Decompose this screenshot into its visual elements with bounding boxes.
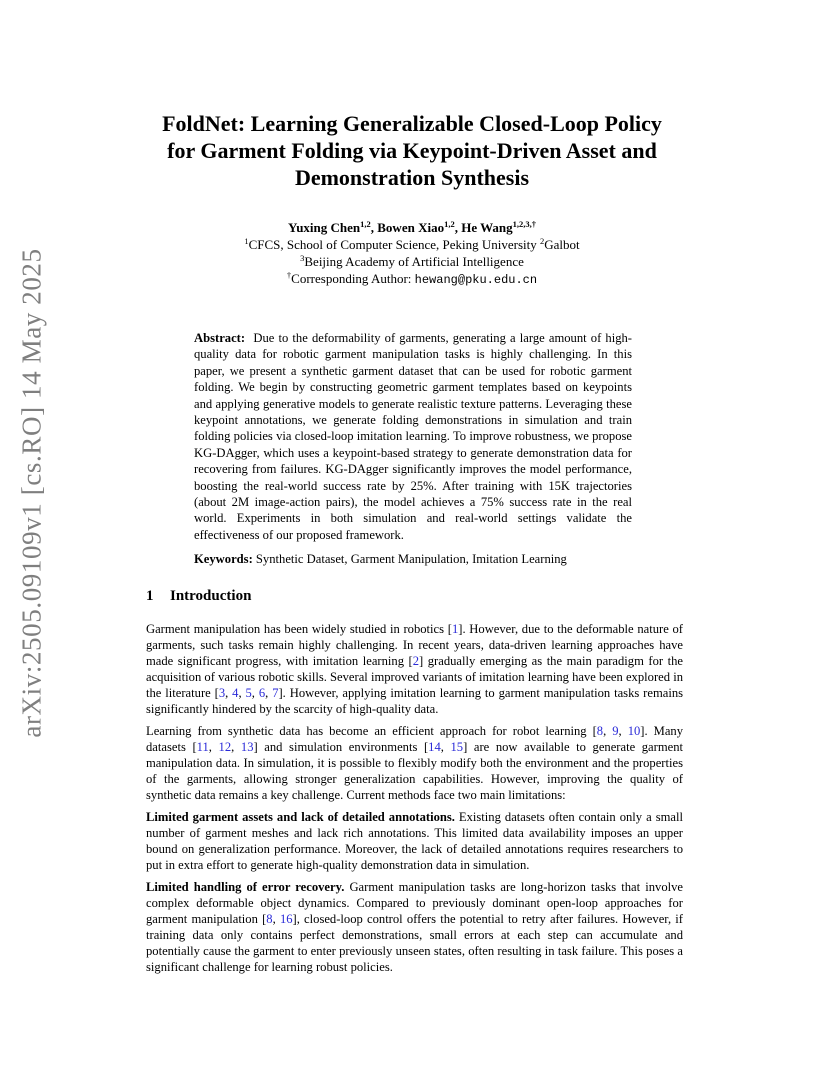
arxiv-identifier: arXiv:2505.09109v1 [cs.RO] 14 May 2025 [16,248,47,738]
citation-link[interactable]: 4 [232,686,239,700]
author-names: Yuxing Chen$^{1,2}$, Bowen Xiao$^{1,2}$, He Wang$^{1,2,3,\dagger}$ [288,219,536,235]
citation-link[interactable]: 16 [279,912,293,926]
affiliation-line [110,253,714,270]
citation-link[interactable]: 8 [596,724,604,738]
text-run: ] gradually emerging as the main paradigm for the acquisition of various robotic skills. Several improved variants of imitation learning have been explored in the literature [ [146,654,683,700]
citation-link[interactable]: 2 [412,654,420,668]
corresponding-label: Corresponding Author: [291,271,415,286]
affiliation: Beijing Academy of Artificial Intelligence [304,254,524,269]
text-run: ] and simulation environments [ [253,740,429,754]
arxiv-sidebar [14,248,50,738]
keywords [194,551,634,567]
citation-link[interactable]: 1 [451,622,459,636]
citation-link[interactable]: 10 [627,724,641,738]
paragraph: Garment manipulation has been widely studied in robotics [1]. However, due to the deformable nature of garments, such tasks remain highly challenging. In recent years, data-driven learning approaches have made significant progress, with imitation learning [2] gradually emerging as the main paradigm for the acquisition of various robotic skills. Several improved variants of imitation learning have been explored in the literature [3, 4, 5, 6, 7]. However, applying imitation learning to garment manipulation tasks remains significantly hindered by the scarcity of high-quality data. [146,622,684,716]
text-run: Garment manipulation has been widely studied in robotics [ [146,622,452,636]
affiliation-marker: 3 [300,253,305,263]
citation-link[interactable]: 15 [450,740,464,754]
text-run: ], closed-loop control offers the potential to retry after failures. However, if training data only contains perfect demonstrations, small errors at each step can accumulate and potentially cause the garment to enter previously unseen states, often resulting in task failure. This poses a significant challenge for learning robust policies. [146,912,683,974]
paragraph: Limited handling of error recovery. Garment manipulation tasks are long-horizon tasks that involve complex deformable object dynamics. Compared to previously dominant open-loop approaches for garment manipulation [8, 16], closed-loop control offers the potential to retry after failures. However, if training data only contains perfect demonstrations, small errors at each step can accumulate and potentially cause the garment to enter previously unseen states, often resulting in task failure. This poses a significant challenge for learning robust policies. [146,880,683,974]
citation-link[interactable]: 7 [272,686,279,700]
citation-link[interactable]: 5 [245,686,252,700]
text-run: ]. However, due to the deformable nature of garments, such tasks remain highly challenging. In recent years, data-driven learning approaches have made significant progress, with imitation learning [ [146,622,683,668]
text-run: Learning from synthetic data has become an efficient approach for robot learning [ [146,724,597,738]
author-affiliation-marker: 1,2 [360,219,371,229]
author-affiliation-marker: 1,2 [444,219,455,229]
title-line: FoldNet: Learning Generalizable Closed-Loop Policy [162,111,662,136]
affiliation: CFCS, School of Computer Science, Peking University [248,237,537,252]
text-run: Garment manipulation tasks are long-horizon tasks that involve complex deformable object dynamics. Compared to previously dominant open-loop approaches for garment manipulation [ [146,880,683,926]
citation-link[interactable]: 3 [218,686,226,700]
citation-link[interactable]: 6 [258,686,266,700]
body-text [146,621,683,981]
text-run: ] are now available to generate garment manipulation data. In simulation, it is possible to flexibly modify both the environment and the properties of the garments, allowing stronger generalization capabilities. However, improving the quality of synthetic data remains a key challenge. Current methods face two main limitations: [146,740,684,802]
citation-link[interactable]: 9 [612,724,619,738]
abstract-text: Due to the deformability of garments, generating a large amount of high-quality data for robotic garment manipulation tasks is highly challenging. In this paper, we present a synthetic garment dataset that can be used for robotic garment folding. We begin by constructing geometric garment templates based on keypoints and applying generative models to generate realistic texture patterns. Leveraging these keypoint annotations, we generate folding demonstrations in simulation and train folding policies via closed-loop imitation learning. To improve robustness, we propose KG-DAgger, which uses a keypoint-based strategy to generate demonstration data for recovering from failures. KG-DAgger significantly improves the model performance, boosting the real-world success rate by 25%. After training with 15K trajectories (about 2M image-action pairs), the model achieves a 75% success rate in the real world. Experiments in both simulation and real-world settings validate the effectiveness of our proposed framework. [194,331,632,542]
section-heading [146,588,251,605]
keywords-text: Synthetic Dataset, Garment Manipulation, Imitation Learning [255,552,567,566]
affiliation: Galbot [544,237,580,252]
title-line: for Garment Folding via Keypoint-Driven Asset and [167,138,657,163]
abstract-label: Abstract: [194,331,246,345]
text-run: ]. Many datasets [ [146,724,684,754]
section-number: 1 [146,588,154,604]
corresponding-author [110,270,714,289]
abstract [194,330,632,543]
author-name: Bowen Xiao [377,220,445,235]
author-block [110,219,714,289]
citation-link[interactable]: 14 [428,740,441,754]
text-run: ]. However, applying imitation learning to garment manipulation tasks remains significantly hindered by the scarcity of high-quality data. [146,686,684,716]
author-name: He Wang [461,220,513,235]
title-line: Demonstration Synthesis [294,165,530,190]
citation-link[interactable]: 8 [266,912,273,926]
corresponding-email[interactable]: hewang@pku.edu.cn [414,273,538,287]
affiliation-marker: 1 [244,236,249,246]
citation-link[interactable]: 12 [218,740,232,754]
paper-title [110,110,714,191]
affiliation-line [110,236,714,253]
section-title: Introduction [170,588,252,604]
paragraph-label: Limited handling of error recovery. [146,880,345,894]
text-run: Existing datasets often contain only a small number of garment meshes and lack rich annotations. This limited data availability imposes an upper bound on generalization performance. Moreover, the lack of detailed annotations requires researchers to put in extra effort to generate high-quality demonstration data in simulation. [146,810,683,872]
author-name: Yuxing Chen [288,220,361,235]
citation-link[interactable]: 13 [240,740,254,754]
citation-link[interactable]: 11 [196,740,209,754]
paragraph: Learning from synthetic data has become an efficient approach for robot learning [8, 9, 10]. Many datasets [11, 12, 13] and simulation environments [14, 15] are now available to generate garment manipulation data. In simulation, it is possible to flexibly modify both the environment and the properties of the garments, allowing stronger generalization capabilities. However, improving the quality of synthetic data remains a key challenge. Current methods face two main limitations: [146,724,684,802]
paragraph-label: Limited garment assets and lack of detailed annotations. [146,810,455,824]
affiliation-marker: 2 [540,236,545,246]
author-affiliation-marker: 1,2,3,† [512,219,536,229]
corresponding-marker: † [286,270,292,280]
keywords-label: Keywords: [194,552,253,566]
paragraph [146,809,683,873]
